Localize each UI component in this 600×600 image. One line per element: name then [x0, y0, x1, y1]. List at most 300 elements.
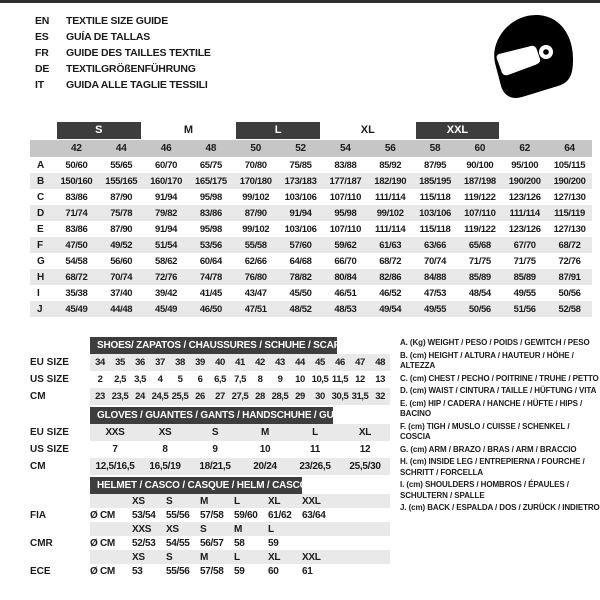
gloves-row: [30, 458, 390, 475]
shoes-cell: 23,5: [110, 388, 130, 405]
gloves-cell: XL: [340, 424, 390, 441]
helmet-cell: 63/64: [302, 509, 326, 521]
legend-item: B. (cm) HEIGHT / ALTURA / HAUTEUR / HÖHE / ALTEZZA: [400, 350, 574, 370]
size-cell: 70/80: [244, 159, 267, 171]
shoes-cell: 6,5: [214, 374, 226, 385]
helmet-cell: 59: [268, 537, 279, 549]
size-cell: 72/76: [558, 255, 581, 267]
shoes-cell: 42: [250, 354, 270, 371]
size-cell: 51/54: [144, 237, 189, 253]
size-cell: 68/72: [54, 269, 99, 285]
legend-item: E. (cm) HIP / CADERA / HANCHE / HÜFTE / HIPS / BACINO: [400, 398, 583, 418]
size-group-row: [30, 121, 592, 140]
size-cell: 64/68: [289, 255, 312, 267]
shoes-cell: 4: [157, 374, 163, 385]
size-group-l: [233, 121, 323, 140]
helmet-filler: [336, 508, 390, 522]
size-row-label: B: [30, 173, 54, 189]
size-cell: 71/75: [468, 255, 491, 267]
gloves-cell: S: [190, 424, 240, 441]
shoes-table: [30, 336, 390, 405]
size-cell: 187/198: [457, 173, 502, 189]
size-cell: 74/78: [188, 269, 233, 285]
size-cell: 85/89: [502, 269, 547, 285]
size-cell: 51/56: [502, 301, 547, 317]
size-row-b: [30, 173, 592, 189]
shoes-cell: 28: [250, 388, 270, 405]
size-column-spacer: [30, 140, 54, 157]
helmet-size-header: L: [234, 550, 268, 564]
size-cell: 155/165: [99, 173, 144, 189]
size-cell: 84/88: [413, 269, 458, 285]
helmet-cell: 61: [302, 565, 313, 577]
size-cell: 190/200: [502, 173, 547, 189]
gloves-cell: 8: [162, 444, 168, 455]
size-cell: 123/126: [508, 223, 541, 235]
helmet-cell: 55/56: [166, 509, 190, 521]
size-row-d: [30, 205, 592, 221]
size-cell: 87/91: [547, 269, 592, 285]
size-cell: 75/85: [289, 159, 312, 171]
helmet-size-header: S: [166, 550, 200, 564]
size-cell: 54/58: [65, 255, 88, 267]
size-cell: 46/50: [188, 301, 233, 317]
language-title: GUIDA ALLE TAGLIE TESSILI: [66, 79, 208, 91]
size-cell: 62/66: [244, 255, 267, 267]
helmet-unit-spacer: [90, 550, 132, 564]
size-cell: 44/48: [99, 301, 144, 317]
language-code: ES: [35, 31, 49, 43]
shoes-cell: 34: [90, 354, 110, 371]
size-cell: 83/86: [188, 205, 233, 221]
size-cell: 95/98: [323, 205, 368, 221]
helmet-cell: 61/62: [268, 509, 292, 521]
size-cell: 60/70: [155, 159, 178, 171]
size-row-g: [30, 253, 592, 269]
size-row-e: [30, 221, 592, 237]
size-cell: 107/110: [329, 191, 362, 203]
gloves-cell: 12: [359, 444, 371, 455]
shoes-cell: 37: [150, 354, 170, 371]
size-cell: 48/54: [468, 287, 491, 299]
size-row-label: E: [37, 223, 44, 235]
language-title: TEXTILE SIZE GUIDE: [66, 15, 168, 27]
shoes-cell: 30,5: [330, 388, 350, 405]
size-group-label: XL: [360, 124, 375, 136]
size-column-header: 64: [547, 140, 592, 157]
shoes-cell: 13: [375, 374, 385, 385]
language-list: [35, 13, 211, 93]
size-cell: 78/82: [278, 269, 323, 285]
size-cell: 53/56: [188, 237, 233, 253]
size-cell: 58/62: [155, 255, 178, 267]
size-group-s: [54, 121, 144, 140]
gloves-row: [30, 424, 390, 441]
shoes-cell: 2,5: [114, 374, 126, 385]
size-cell: 79/82: [144, 205, 189, 221]
size-group-spacer: [30, 121, 54, 140]
size-cell: 127/130: [553, 223, 586, 235]
size-row-h: [30, 269, 592, 285]
size-cell: 39/42: [155, 287, 178, 299]
shoes-cell: 35: [110, 354, 130, 371]
legend-item: F. (cm) TIGH / MUSLO / CUISSE / SCHENKEL / COSCIA: [400, 421, 570, 441]
size-cell: 66/70: [334, 255, 357, 267]
size-cell: 50/56: [457, 301, 502, 317]
gloves-cell: L: [290, 424, 340, 441]
size-row-label: I: [37, 287, 40, 299]
size-cell: 55/65: [110, 159, 133, 171]
size-cell: 107/110: [329, 223, 362, 235]
size-column-header: 54: [323, 140, 368, 157]
helmet-size-header: XXS: [132, 522, 166, 536]
size-column-header: 52: [278, 140, 323, 157]
gloves-cell: 9: [212, 444, 218, 455]
size-cell: 75/78: [99, 205, 144, 221]
helmet-unit-label: Ø CM: [90, 537, 115, 549]
helmet-standard-label: CMR: [30, 537, 53, 549]
shoes-cell: 28,5: [270, 388, 290, 405]
size-cell: 68/72: [379, 255, 402, 267]
size-cell: 37/40: [110, 287, 133, 299]
size-cell: 70/74: [99, 269, 144, 285]
size-group-m: [144, 121, 234, 140]
size-cell: 82/86: [368, 269, 413, 285]
shoes-row: [30, 371, 390, 388]
shoes-cell: 38: [170, 354, 190, 371]
size-group-label: M: [183, 124, 194, 136]
gloves-section-title: GLOVES / GUANTES / GANTS / HANDSCHUHE / GUANTI: [90, 407, 333, 424]
size-cell: 83/86: [65, 223, 88, 235]
size-cell: 91/94: [155, 191, 178, 203]
size-table: [30, 121, 592, 317]
size-cell: 57/60: [278, 237, 323, 253]
size-row-label: A: [37, 159, 45, 171]
helmet-standard-label: FIA: [30, 509, 47, 521]
shoes-cell: 24: [130, 388, 150, 405]
size-column-header: 46: [144, 140, 189, 157]
gloves-table: [30, 406, 390, 475]
size-group-xxl: [413, 121, 503, 140]
helmet-filler: [336, 550, 390, 564]
language-code: FR: [35, 47, 49, 59]
helmet-sizes-row-cmr: [30, 522, 390, 536]
size-cell: 190/200: [547, 173, 592, 189]
shoes-cell: 9: [277, 374, 283, 385]
shoes-row-label: US SIZE: [30, 374, 69, 385]
shoes-row: [30, 354, 390, 371]
helmet-cell: 52/53: [132, 537, 156, 549]
helmet-outer-spacer: [30, 494, 90, 508]
helmet-section-title: HELMET / CASCO / CASQUE / HELM / CASCO: [90, 477, 302, 494]
helmet-filler: [336, 494, 390, 508]
shoes-cell: 48: [370, 354, 390, 371]
shoes-cell: 10: [295, 374, 305, 385]
size-cell: 56/60: [110, 255, 133, 267]
shoes-cell: 41: [230, 354, 250, 371]
shoes-cell: 31,5: [350, 388, 370, 405]
helmet-cell: 56/57: [200, 537, 224, 549]
size-row-label: J: [30, 301, 54, 317]
size-row-f: [30, 237, 592, 253]
legend-item: I. (cm) SHOULDERS / HOMBROS / ÉPAULES / SCHULTERN / SPALLE: [400, 480, 569, 500]
gloves-table-body: [30, 406, 390, 475]
size-column-header: 62: [502, 140, 547, 157]
shoes-cell: 44: [290, 354, 310, 371]
size-cell: 59/62: [323, 237, 368, 253]
size-cell: 111/114: [375, 191, 406, 203]
size-cell: 115/118: [419, 223, 451, 235]
helmet-filler: [336, 536, 390, 550]
shoes-cell: 27,5: [230, 388, 250, 405]
size-cell: 119/122: [464, 191, 496, 203]
shoes-cell: 2: [97, 374, 103, 385]
size-cell: 47/53: [424, 287, 447, 299]
size-cell: 173/183: [278, 173, 323, 189]
size-cell: 49/55: [413, 301, 458, 317]
size-row-j: [30, 301, 592, 317]
language-row: [35, 13, 211, 29]
size-cell: 85/89: [457, 269, 502, 285]
size-cell: 185/195: [413, 173, 458, 189]
size-cell: 60/64: [199, 255, 222, 267]
size-cell: 71/75: [513, 255, 536, 267]
helmet-standard-label: ECE: [30, 565, 51, 577]
size-cell: 91/94: [155, 223, 178, 235]
shoes-header-row: [30, 336, 390, 354]
legend-item: G. (cm) ARM / BRAZO / BRAS / ARM / BRACCIO: [400, 444, 577, 454]
legend-item: H. (cm) INSIDE LEG / ENTREPIERNA / FOURCHE / SCHRITT / FORCELLA: [400, 457, 585, 477]
shoes-cell: 6: [197, 374, 203, 385]
legend-item: C. (cm) CHEST / PECHO / POITRINE / TRUHE / PETTO: [400, 373, 599, 383]
helmet-size-header: XL: [268, 550, 302, 564]
size-cell: 55/58: [233, 237, 278, 253]
size-cell: 127/130: [553, 191, 586, 203]
helmet-size-header: [302, 522, 336, 536]
shoes-cell: 46: [330, 354, 350, 371]
size-cell: 119/122: [464, 223, 496, 235]
helmet-size-header: XXL: [302, 494, 336, 508]
helmet-cell: 57/58: [200, 565, 224, 577]
size-column-header: 50: [233, 140, 278, 157]
helmet-outer-spacer: [30, 522, 90, 536]
helmet-size-header: M: [200, 494, 234, 508]
size-cell: 67/70: [502, 237, 547, 253]
helmet-sizes-row-fia: [30, 494, 390, 508]
gloves-cell: 10: [259, 444, 271, 455]
size-row-label: H: [30, 269, 54, 285]
helmet-cell: 57/58: [200, 509, 224, 521]
size-cell: 47/50: [54, 237, 99, 253]
size-cell: 99/102: [242, 191, 270, 203]
size-cell: 95/100: [511, 159, 539, 171]
size-cell: 80/84: [323, 269, 368, 285]
size-column-header: 58: [413, 140, 458, 157]
shoes-cell: 24,5: [150, 388, 170, 405]
size-column-header: 48: [188, 140, 233, 157]
shoes-cell: 27: [210, 388, 230, 405]
size-cell: 99/102: [242, 223, 270, 235]
language-row: [35, 61, 211, 77]
size-cell: 150/160: [54, 173, 99, 189]
size-row-i: [30, 285, 592, 301]
helmet-cell: 59: [234, 565, 245, 577]
size-group-spacer: [502, 121, 547, 140]
gloves-row-label: US SIZE: [30, 444, 69, 455]
gloves-cell: 7: [112, 444, 118, 455]
size-cell: 95/98: [199, 223, 222, 235]
size-cell: 83/86: [65, 191, 88, 203]
shoes-cell: 23: [90, 388, 110, 405]
size-cell: 95/98: [199, 191, 222, 203]
legend-item: J. (cm) BACK / ESPALDA / DOS / ZURÜCK / INDIETRO: [400, 503, 600, 512]
shoes-section-title: SHOES/ ZAPATOS / CHAUSSURES / SCHUHE / SCARPE: [90, 337, 337, 354]
helmet-size-header: XL: [268, 494, 302, 508]
language-title: TEXTILGRÖßENFÜHRUNG: [66, 63, 196, 75]
shoes-cell: 5: [177, 374, 183, 385]
language-title: GUIDE DES TAILLES TEXTILE: [66, 47, 211, 59]
language-code: IT: [35, 79, 44, 91]
size-cell: 49/55: [513, 287, 536, 299]
gloves-cell: 16,5/19: [140, 458, 190, 475]
size-column-header: 60: [457, 140, 502, 157]
language-row: [35, 29, 211, 45]
helmet-values-row-cmr: [30, 536, 390, 550]
size-cell: 165/175: [188, 173, 233, 189]
helmet-cell: 54/55: [166, 537, 190, 549]
helmet-cell: 53: [132, 565, 143, 577]
size-cell: 48/53: [323, 301, 368, 317]
helmet-unit-spacer: [90, 522, 132, 536]
helmet-size-header: XS: [132, 494, 166, 508]
size-cell: 65/68: [457, 237, 502, 253]
size-cell: 103/106: [284, 191, 317, 203]
helmet-sizes-row-ece: [30, 550, 390, 564]
gloves-cell: 12,5/16,5: [90, 458, 140, 475]
size-cell: 115/118: [419, 191, 451, 203]
size-cell: 45/50: [289, 287, 312, 299]
size-cell: 105/115: [553, 159, 586, 171]
gloves-row-label: EU SIZE: [30, 427, 69, 438]
size-cell: 107/110: [457, 205, 502, 221]
size-cell: 52/58: [547, 301, 592, 317]
helmet-size-header: M: [234, 522, 268, 536]
shoes-row-label: CM: [30, 391, 46, 402]
size-cell: 50/60: [65, 159, 88, 171]
shoes-cell: 11,5: [331, 374, 349, 385]
size-row-label: C: [37, 191, 45, 203]
size-cell: 103/106: [284, 223, 317, 235]
size-cell: 50/56: [558, 287, 581, 299]
gloves-cell: XXS: [90, 424, 140, 441]
size-column-header: 56: [368, 140, 413, 157]
gloves-cell: XS: [140, 424, 190, 441]
top-rule: [0, 0, 600, 3]
size-cell: 43/47: [244, 287, 267, 299]
helmet-table: [30, 476, 390, 578]
size-cell: 87/90: [110, 191, 133, 203]
size-cell: 83/88: [334, 159, 357, 171]
helmet-outer-spacer: [30, 550, 90, 564]
size-group-label: XXL: [416, 122, 500, 139]
shoes-cell: 25,5: [170, 388, 190, 405]
size-cell: 48/52: [278, 301, 323, 317]
size-cell: 65/75: [199, 159, 222, 171]
shoes-row: [30, 388, 390, 405]
size-group-label: L: [236, 122, 320, 139]
size-cell: 91/94: [278, 205, 323, 221]
gloves-cell: 18/21,5: [190, 458, 240, 475]
size-row-label: G: [37, 255, 45, 267]
shoes-cell: 26: [190, 388, 210, 405]
helmet-cell: 58: [234, 537, 245, 549]
shoes-cell: 3,5: [134, 374, 146, 385]
language-title: GUÍA DE TALLAS: [66, 31, 151, 43]
helmet-size-header: S: [200, 522, 234, 536]
size-cell: 72/76: [144, 269, 189, 285]
shoes-cell: 8: [257, 374, 263, 385]
shoes-cell: 36: [130, 354, 150, 371]
size-cell: 49/52: [99, 237, 144, 253]
language-code: DE: [35, 63, 50, 75]
helmet-values-row-ece: [30, 564, 390, 578]
size-table-body: [30, 121, 592, 317]
gloves-row-label: CM: [30, 461, 46, 472]
helmet-cell: [302, 536, 336, 550]
size-cell: 76/80: [233, 269, 278, 285]
shoes-cell: 45: [310, 354, 330, 371]
size-cell: 115/119: [547, 205, 592, 221]
size-cell: 46/52: [379, 287, 402, 299]
helmet-unit-spacer: [90, 494, 132, 508]
shoes-cell: 40: [210, 354, 230, 371]
helmet-cell: 53/54: [132, 509, 156, 521]
gloves-header-row: [30, 406, 390, 424]
size-cell: 68/72: [547, 237, 592, 253]
legend-item: A. (Kg) WEIGHT / PESO / POIDS / GEWITCH / PESO: [400, 338, 590, 347]
language-code: EN: [35, 15, 50, 27]
helmet-table-body: [30, 476, 390, 578]
shoes-cell: 10,5: [311, 374, 329, 385]
size-group-xl: [323, 121, 413, 140]
helmet-size-header: XS: [166, 522, 200, 536]
size-cell: 49/54: [368, 301, 413, 317]
size-cell: 71/74: [54, 205, 99, 221]
shoes-cell: 29: [290, 388, 310, 405]
helmet-cell: 59/60: [234, 509, 258, 521]
legend-item: D. (cm) WAIST / CINTURA / TAILLE / HÜFTUNG / VITA: [400, 386, 597, 395]
gloves-row: [30, 441, 390, 458]
size-cell: 170/180: [233, 173, 278, 189]
size-cell: 90/100: [466, 159, 494, 171]
shoes-cell: 43: [270, 354, 290, 371]
gloves-cell: M: [240, 424, 290, 441]
size-row-c: [30, 189, 592, 205]
helmet-filler: [336, 522, 390, 536]
size-cell: 41/45: [199, 287, 222, 299]
helmet-header-row: [30, 476, 390, 494]
size-columns-row: [30, 140, 592, 157]
language-row: [35, 45, 211, 61]
helmet-filler: [336, 564, 390, 578]
shoes-cell: 30: [310, 388, 330, 405]
size-cell: 111/114: [375, 223, 406, 235]
size-row-label: D: [30, 205, 54, 221]
language-row: [35, 77, 211, 93]
helmet-size-header: XS: [132, 550, 166, 564]
helmet-cell: 55/56: [166, 565, 190, 577]
size-row-label: F: [30, 237, 54, 253]
